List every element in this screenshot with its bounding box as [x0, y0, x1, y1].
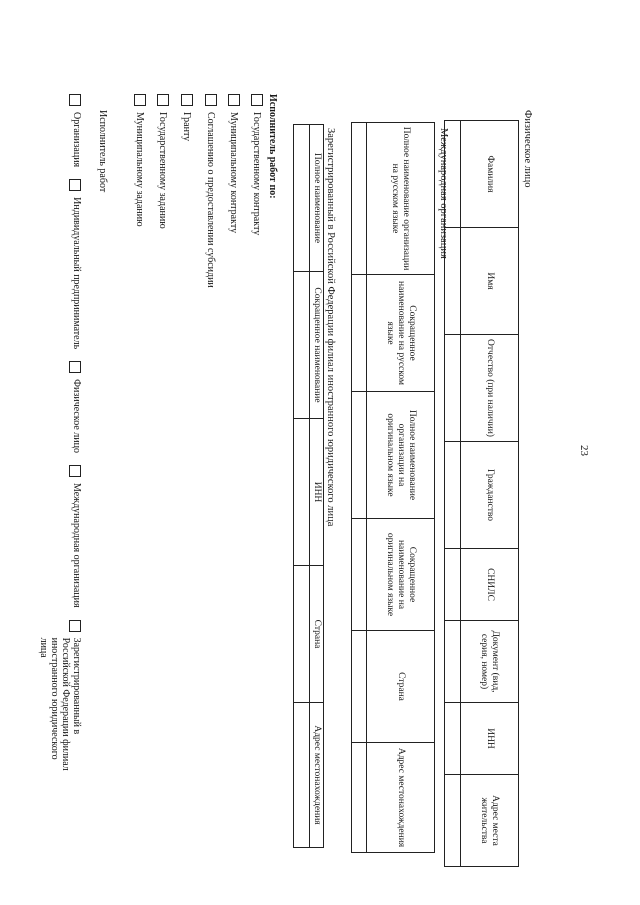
option-subsidy[interactable]: Соглашению о предоставлении субсидии	[205, 94, 217, 288]
contractor-options	[38, 94, 82, 814]
col-short-name-orig: Сокращенное наименование на оригинальном языке	[367, 519, 435, 631]
intl-org-title: Международная организация	[438, 128, 449, 259]
cell-input[interactable]	[445, 442, 461, 549]
cell-input[interactable]	[294, 703, 310, 848]
cell-input[interactable]	[294, 566, 310, 703]
checkbox[interactable]	[69, 465, 81, 477]
individual-title: Физическое лицо	[522, 110, 533, 188]
cell-input[interactable]	[445, 621, 461, 703]
option-individual[interactable]: Физическое лицо	[69, 361, 82, 453]
col-document: Документ (вид, серия, номер)	[461, 621, 519, 703]
option-ip[interactable]: Индивидуальный предприниматель	[69, 179, 82, 349]
option-gov-contract[interactable]: Государственному контракту	[251, 94, 263, 235]
cell-input[interactable]	[352, 631, 367, 743]
cell-input[interactable]	[352, 275, 367, 392]
option-organization[interactable]: Организация	[69, 94, 82, 167]
option-grant[interactable]: Гранту	[181, 94, 193, 141]
col-branch-full: Полное наименование	[310, 125, 324, 272]
col-patronymic: Отчество (при наличии)	[461, 335, 519, 442]
cell-input[interactable]	[445, 335, 461, 442]
branch-title: Зарегистрированный в Российской Федерации филиал иностранного юридического лица	[325, 128, 336, 527]
col-branch-short: Сокращенное наименование	[310, 272, 324, 419]
checkbox[interactable]	[69, 361, 81, 373]
col-full-name-ru: Полное наименование организации на русском языке	[367, 123, 435, 275]
individual-table	[444, 120, 519, 867]
cell-input[interactable]	[445, 549, 461, 621]
branch-table	[293, 124, 324, 848]
col-short-name-ru: Сокращенное наименование на русском языке	[367, 275, 435, 392]
cell-input[interactable]	[294, 125, 310, 272]
col-citizenship: Гражданство	[461, 442, 519, 549]
checkbox[interactable]	[134, 94, 146, 106]
checkbox[interactable]	[157, 94, 169, 106]
checkbox[interactable]	[251, 94, 263, 106]
cell-input[interactable]	[294, 272, 310, 419]
cell-input[interactable]	[352, 743, 367, 853]
col-full-name-orig: Полное наименование организации на оригинальном языке	[367, 392, 435, 519]
checkbox[interactable]	[205, 94, 217, 106]
col-snils: СНИЛС	[461, 549, 519, 621]
cell-input[interactable]	[352, 392, 367, 519]
col-country: Страна	[367, 631, 435, 743]
checkbox[interactable]	[69, 620, 81, 632]
cell-input[interactable]	[445, 775, 461, 867]
cell-input[interactable]	[445, 703, 461, 775]
checkbox[interactable]	[228, 94, 240, 106]
contractor-title: Исполнитель работ	[97, 110, 108, 193]
col-branch-address: Адрес местонахождения	[310, 703, 324, 848]
cell-input[interactable]	[294, 419, 310, 566]
cell-input[interactable]	[352, 123, 367, 275]
col-location: Адрес местонахождения	[367, 743, 435, 853]
col-branch-country: Страна	[310, 566, 324, 703]
col-name: Имя	[461, 228, 519, 335]
col-branch-inn: ИНН	[310, 419, 324, 566]
cell-input[interactable]	[352, 519, 367, 631]
col-surname: Фамилия	[461, 121, 519, 228]
performer-section	[267, 94, 278, 199]
intl-org-table	[351, 122, 435, 853]
col-address: Адрес места жительства	[461, 775, 519, 867]
option-mun-contract[interactable]: Муниципальному контракту	[228, 94, 240, 233]
checkbox[interactable]	[181, 94, 193, 106]
performer-title: Исполнитель работ по:	[267, 94, 278, 199]
option-branch[interactable]: Зарегистрированный в Российской Федерации филиал иностранного юридического лица	[38, 620, 82, 780]
checkbox[interactable]	[69, 179, 81, 191]
option-gov-task[interactable]: Государственному заданию	[157, 94, 169, 229]
page-number: 23	[578, 445, 590, 456]
col-inn: ИНН	[461, 703, 519, 775]
option-mun-task[interactable]: Муниципальному заданию	[134, 94, 146, 227]
option-intl-org[interactable]: Международная организация	[69, 465, 82, 608]
checkbox[interactable]	[69, 94, 81, 106]
